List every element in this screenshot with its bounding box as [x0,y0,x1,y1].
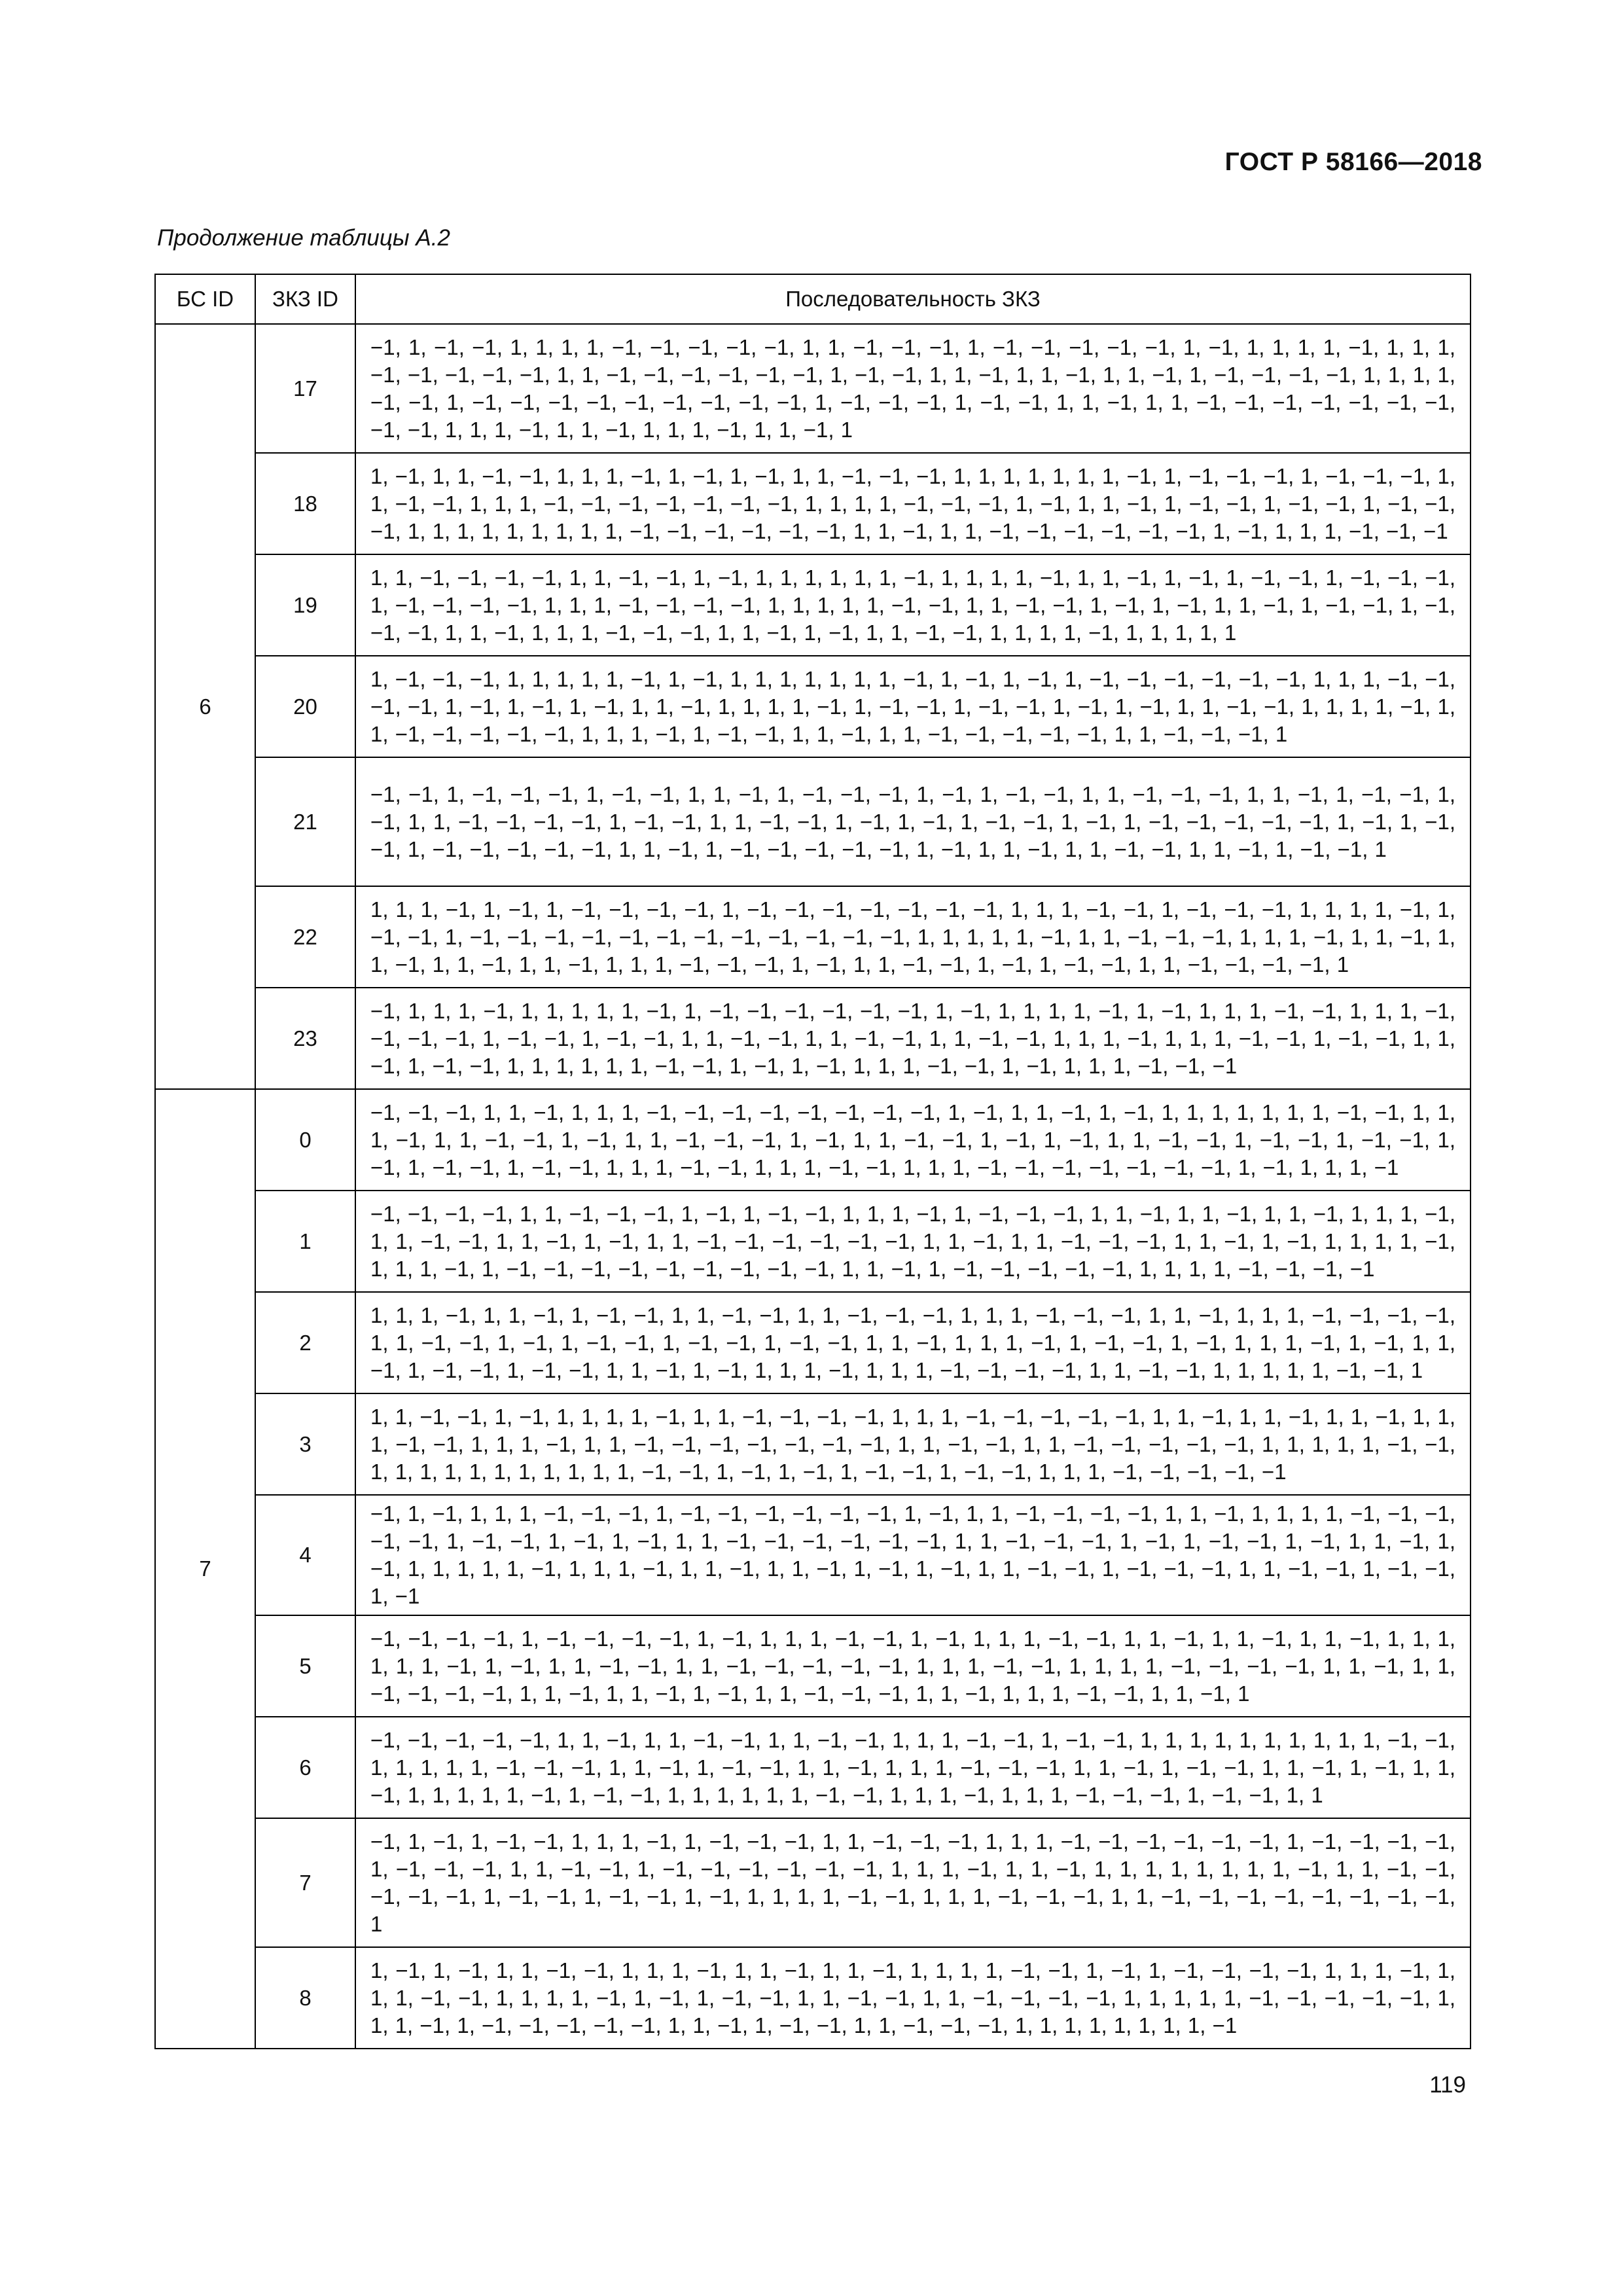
document-header: ГОСТ Р 58166—2018 [1224,148,1482,176]
sequence-cell: 1, −1, −1, −1, 1, 1, 1, 1, 1, −1, 1, −1, 1, 1, 1, 1, 1, 1, 1, −1, 1, −1, 1, −1, 1, −1, −1, −1, −1, −1, −1, 1, 1, 1, −1, −1, −1, −1, 1, −1, 1, −1, 1, −1, 1, 1, −1, 1, 1, 1, 1, −1, 1, −1, −1, 1, −1, −1, 1, −1, 1, −1, 1, 1, −1, −1, 1, 1, 1, 1, −1, 1, 1, −1, −1, −1, −1, −1, 1, 1, 1, −1, 1, −1, −1, 1, 1, −1, 1, 1, −1, −1, −1, −1, −1, 1, 1, −1, −1, −1, 1 [355,656,1471,757]
zkz-id-cell: 5 [255,1615,355,1717]
table-row [155,1393,1471,1495]
table-row [155,1615,1471,1717]
table-row [155,757,1471,886]
table-row [155,886,1471,988]
table-row [155,1191,1471,1292]
sequence-cell: 1, 1, 1, −1, 1, 1, −1, 1, −1, −1, 1, 1, −1, −1, 1, 1, −1, −1, −1, 1, 1, 1, −1, −1, −1, 1, 1, −1, 1, 1, 1, −1, −1, −1, −1, 1, 1, −1, −1, 1, −1, 1, −1, −1, 1, −1, −1, 1, −1, −1, 1, 1, −1, 1, 1, 1, −1, 1, −1, −1, 1, −1, 1, 1, 1, −1, 1, −1, 1, 1, −1, 1, −1, −1, 1, −1, −1, 1, 1, −1, 1, −1, 1, 1, 1, −1, 1, 1, 1, −1, −1, −1, −1, 1, 1, −1, −1, 1, 1, 1, 1, 1, −1, −1, 1 [355,1292,1471,1393]
column-header-sequence: Последовательность ЗКЗ [355,274,1471,324]
zkz-id-cell: 7 [255,1818,355,1947]
zkz-id-cell: 8 [255,1947,355,2049]
zkz-id-cell: 6 [255,1717,355,1818]
table-row [155,324,1471,453]
table-row [155,988,1471,1089]
table-caption: Продолжение таблицы А.2 [157,225,450,251]
zkz-id-cell: 4 [255,1495,355,1615]
sequence-table [154,274,1471,2049]
zkz-id-cell: 20 [255,656,355,757]
zkz-id-cell: 0 [255,1089,355,1191]
bs-id-cell: 6 [155,324,255,1089]
table-row [155,453,1471,554]
sequence-cell: 1, −1, 1, −1, 1, 1, −1, −1, 1, 1, 1, −1, 1, 1, −1, 1, 1, −1, 1, 1, 1, 1, −1, −1, 1, −1, 1, −1, −1, −1, −1, 1, 1, 1, −1, 1, 1, 1, −1, −1, 1, 1, 1, 1, −1, 1, −1, 1, −1, −1, 1, 1, −1, −1, 1, 1, −1, −1, −1, −1, 1, 1, 1, 1, 1, −1, −1, −1, −1, −1, 1, 1, 1, −1, 1, −1, −1, −1, −1, −1, 1, 1, −1, 1, −1, −1, 1, 1, −1, −1, −1, 1, 1, 1, 1, 1, 1, 1, 1, −1 [355,1947,1471,2049]
table-row [155,1089,1471,1191]
zkz-id-cell: 21 [255,757,355,886]
sequence-cell: −1, 1, 1, 1, −1, 1, 1, 1, 1, 1, −1, 1, −1, −1, −1, −1, −1, −1, 1, −1, 1, 1, 1, 1, −1, 1, −1, 1, 1, 1, −1, −1, 1, 1, 1, −1, −1, −1, −1, 1, −1, −1, 1, −1, −1, 1, 1, −1, −1, 1, 1, −1, −1, 1, 1, −1, −1, 1, 1, 1, −1, 1, 1, 1, −1, −1, 1, −1, −1, 1, 1, −1, 1, −1, −1, 1, 1, 1, 1, 1, 1, −1, −1, 1, −1, 1, −1, 1, 1, 1, −1, −1, 1, −1, 1, 1, 1, −1, −1, −1 [355,988,1471,1089]
sequence-cell: −1, 1, −1, 1, −1, −1, 1, 1, 1, −1, 1, −1, −1, −1, 1, 1, −1, −1, −1, 1, 1, 1, −1, −1, −1, −1, −1, −1, 1, −1, −1, −1, −1, 1, −1, −1, −1, 1, 1, −1, −1, 1, −1, −1, −1, −1, −1, −1, 1, 1, 1, −1, 1, 1, −1, 1, 1, 1, 1, 1, 1, 1, 1, −1, 1, 1, −1, −1, −1, −1, −1, 1, −1, −1, 1, −1, −1, 1, −1, 1, 1, 1, 1, −1, −1, 1, 1, 1, −1, −1, −1, 1, 1, −1, −1, −1, −1, −1, −1, −1, −1, 1 [355,1818,1471,1947]
zkz-id-cell: 1 [255,1191,355,1292]
table-row [155,1818,1471,1947]
table-row [155,1495,1471,1615]
sequence-cell: 1, 1, 1, −1, 1, −1, 1, −1, −1, −1, −1, 1, −1, −1, −1, −1, −1, −1, −1, 1, 1, 1, −1, −1, 1, −1, −1, −1, 1, 1, 1, 1, −1, 1, −1, −1, 1, −1, −1, −1, −1, −1, −1, −1, −1, −1, −1, −1, −1, 1, 1, 1, 1, 1, −1, 1, 1, −1, −1, −1, 1, 1, 1, −1, 1, 1, −1, 1, 1, −1, 1, 1, −1, 1, 1, −1, 1, 1, 1, −1, −1, −1, 1, −1, 1, 1, −1, −1, 1, −1, 1, −1, −1, 1, 1, −1, −1, −1, −1, 1 [355,886,1471,988]
zkz-id-cell: 3 [255,1393,355,1495]
zkz-id-cell: 19 [255,554,355,656]
column-header-zkz-id: ЗКЗ ID [255,274,355,324]
table-row [155,1947,1471,2049]
sequence-cell: 1, 1, −1, −1, 1, −1, 1, 1, 1, 1, −1, 1, 1, −1, −1, −1, −1, 1, 1, 1, −1, −1, −1, −1, −1, 1, 1, −1, 1, 1, −1, 1, 1, −1, 1, 1, 1, −1, −1, 1, 1, 1, −1, 1, 1, −1, −1, −1, −1, −1, −1, −1, 1, 1, −1, −1, 1, 1, −1, −1, −1, −1, −1, 1, 1, 1, 1, 1, −1, −1, 1, 1, 1, 1, 1, 1, 1, 1, 1, 1, 1, −1, −1, 1, −1, 1, −1, 1, −1, −1, 1, −1, −1, 1, 1, 1, −1, −1, −1, −1, −1 [355,1393,1471,1495]
sequence-cell: −1, −1, −1, −1, 1, −1, −1, −1, −1, 1, −1, 1, 1, 1, −1, −1, 1, −1, 1, 1, 1, −1, −1, 1, 1, −1, 1, 1, −1, 1, 1, −1, 1, 1, 1, 1, 1, 1, −1, 1, −1, 1, 1, −1, −1, 1, 1, −1, −1, −1, −1, −1, 1, 1, 1, −1, −1, 1, 1, 1, 1, −1, −1, −1, −1, 1, 1, −1, 1, 1, −1, −1, −1, −1, 1, 1, −1, 1, 1, −1, 1, −1, 1, 1, −1, −1, −1, 1, 1, −1, 1, 1, 1, −1, −1, 1, 1, −1, 1 [355,1615,1471,1717]
sequence-cell: −1, −1, 1, −1, −1, −1, 1, −1, −1, 1, 1, −1, 1, −1, −1, −1, 1, −1, 1, −1, −1, 1, 1, −1, −1, −1, 1, 1, −1, 1, −1, −1, 1, −1, 1, 1, −1, −1, −1, −1, 1, −1, −1, 1, 1, −1, −1, 1, −1, 1, −1, 1, −1, −1, 1, −1, 1, −1, −1, −1, −1, −1, 1, −1, 1, −1, −1, 1, −1, −1, −1, −1, −1, 1, 1, −1, 1, −1, −1, −1, −1, −1, 1, −1, 1, 1, −1, 1, 1, −1, −1, 1, 1, −1, 1, −1, −1, 1 [355,757,1471,886]
zkz-id-cell: 23 [255,988,355,1089]
bs-id-cell: 7 [155,1089,255,2049]
table-row [155,1292,1471,1393]
sequence-cell: −1, −1, −1, −1, −1, 1, 1, −1, 1, 1, −1, −1, 1, 1, −1, −1, 1, 1, 1, −1, −1, 1, −1, −1, 1, 1, 1, 1, 1, 1, 1, 1, 1, 1, −1, −1, 1, 1, 1, 1, 1, −1, −1, −1, 1, 1, −1, 1, −1, −1, 1, 1, −1, 1, 1, 1, −1, −1, −1, 1, 1, −1, 1, −1, −1, 1, 1, −1, 1, −1, 1, 1, −1, 1, 1, 1, 1, 1, −1, 1, −1, −1, 1, 1, 1, 1, 1, 1, −1, −1, 1, 1, 1, −1, 1, 1, 1, −1, −1, −1, 1, −1, −1, 1, 1 [355,1717,1471,1818]
column-header-bs-id: БС ID [155,274,255,324]
zkz-id-cell: 22 [255,886,355,988]
zkz-id-cell: 2 [255,1292,355,1393]
table-row [155,656,1471,757]
page-number: 119 [1429,2072,1466,2098]
sequence-cell: −1, −1, −1, −1, 1, 1, −1, −1, −1, 1, −1, 1, −1, −1, 1, 1, 1, −1, 1, −1, −1, −1, 1, 1, −1, 1, 1, −1, 1, 1, −1, 1, 1, 1, −1, 1, 1, −1, −1, 1, 1, −1, 1, −1, 1, 1, −1, −1, −1, −1, −1, −1, 1, 1, −1, 1, 1, −1, −1, −1, 1, 1, −1, 1, −1, 1, 1, 1, 1, −1, 1, 1, 1, −1, 1, −1, −1, −1, −1, −1, −1, −1, −1, −1, 1, 1, −1, 1, −1, −1, −1, −1, −1, 1, 1, 1, 1, −1, −1, −1, −1 [355,1191,1471,1292]
sequence-cell: −1, −1, −1, 1, 1, −1, 1, 1, 1, −1, −1, −1, −1, −1, −1, −1, −1, 1, −1, 1, 1, −1, 1, −1, 1, 1, 1, 1, 1, 1, 1, −1, −1, 1, 1, 1, −1, 1, 1, −1, −1, 1, −1, 1, 1, −1, −1, −1, 1, −1, 1, 1, −1, −1, 1, −1, 1, −1, 1, 1, −1, −1, 1, −1, −1, 1, −1, −1, 1, −1, 1, −1, −1, 1, −1, −1, 1, 1, 1, −1, −1, 1, 1, 1, −1, −1, 1, 1, 1, −1, −1, −1, −1, −1, −1, −1, 1, −1, 1, 1, 1, −1 [355,1089,1471,1191]
zkz-id-cell: 17 [255,324,355,453]
table-row [155,554,1471,656]
sequence-cell: 1, 1, −1, −1, −1, −1, 1, 1, −1, −1, 1, −1, 1, 1, 1, 1, 1, 1, −1, 1, 1, 1, 1, −1, 1, 1, −1, 1, −1, 1, −1, −1, 1, −1, −1, −1, 1, −1, −1, −1, −1, 1, 1, 1, −1, −1, −1, −1, 1, 1, 1, 1, 1, −1, −1, 1, 1, −1, −1, 1, −1, 1, −1, 1, 1, −1, 1, −1, −1, 1, −1, −1, −1, 1, 1, −1, 1, 1, 1, −1, −1, −1, 1, 1, −1, 1, −1, 1, 1, −1, −1, 1, 1, 1, 1, −1, 1, 1, 1, 1, 1 [355,554,1471,656]
table-row [155,1717,1471,1818]
table-header-row [155,274,1471,324]
sequence-cell: 1, −1, 1, 1, −1, −1, 1, 1, 1, −1, 1, −1, 1, −1, 1, 1, −1, −1, −1, 1, 1, 1, 1, 1, 1, 1, −1, 1, −1, −1, −1, 1, −1, −1, −1, 1, 1, −1, −1, 1, 1, 1, −1, −1, −1, −1, −1, −1, −1, 1, 1, 1, 1, −1, −1, −1, 1, −1, 1, 1, −1, 1, −1, −1, 1, −1, −1, 1, −1, −1, −1, 1, 1, 1, 1, 1, 1, 1, 1, 1, −1, −1, −1, −1, −1, −1, 1, 1, −1, 1, 1, −1, −1, −1, −1, −1, −1, 1, −1, 1, 1, 1, −1, −1, −1 [355,453,1471,554]
sequence-cell: −1, 1, −1, −1, 1, 1, 1, 1, −1, −1, −1, −1, −1, 1, 1, −1, −1, −1, 1, −1, −1, −1, −1, −1, 1, −1, 1, 1, 1, 1, −1, 1, 1, 1, −1, −1, −1, −1, −1, 1, 1, −1, −1, −1, −1, −1, −1, 1, −1, −1, 1, 1, −1, 1, 1, −1, 1, 1, −1, 1, −1, −1, −1, −1, 1, 1, 1, 1, −1, −1, 1, −1, −1, −1, −1, −1, −1, −1, −1, −1, 1, −1, −1, −1, 1, −1, −1, 1, 1, −1, 1, 1, −1, −1, −1, −1, −1, −1, −1, −1, −1, 1, 1, 1, −1, 1, 1, −1, 1, 1, 1, −1, 1, 1, −1, 1 [355,324,1471,453]
zkz-id-cell: 18 [255,453,355,554]
sequence-cell: −1, 1, −1, 1, 1, 1, −1, −1, −1, 1, −1, −1, −1, −1, −1, −1, 1, −1, 1, 1, −1, −1, −1, −1, 1, 1, −1, 1, 1, 1, 1, −1, −1, −1, −1, −1, 1, −1, −1, 1, −1, 1, −1, 1, 1, −1, −1, −1, −1, −1, −1, 1, 1, −1, −1, −1, 1, −1, 1, −1, −1, 1, −1, 1, 1, −1, 1, −1, 1, 1, 1, 1, 1, −1, 1, 1, 1, −1, 1, 1, −1, 1, 1, −1, 1, −1, 1, −1, 1, 1, −1, −1, 1, −1, −1, −1, 1, 1, −1, −1, 1, −1, −1, 1, −1 [355,1495,1471,1615]
